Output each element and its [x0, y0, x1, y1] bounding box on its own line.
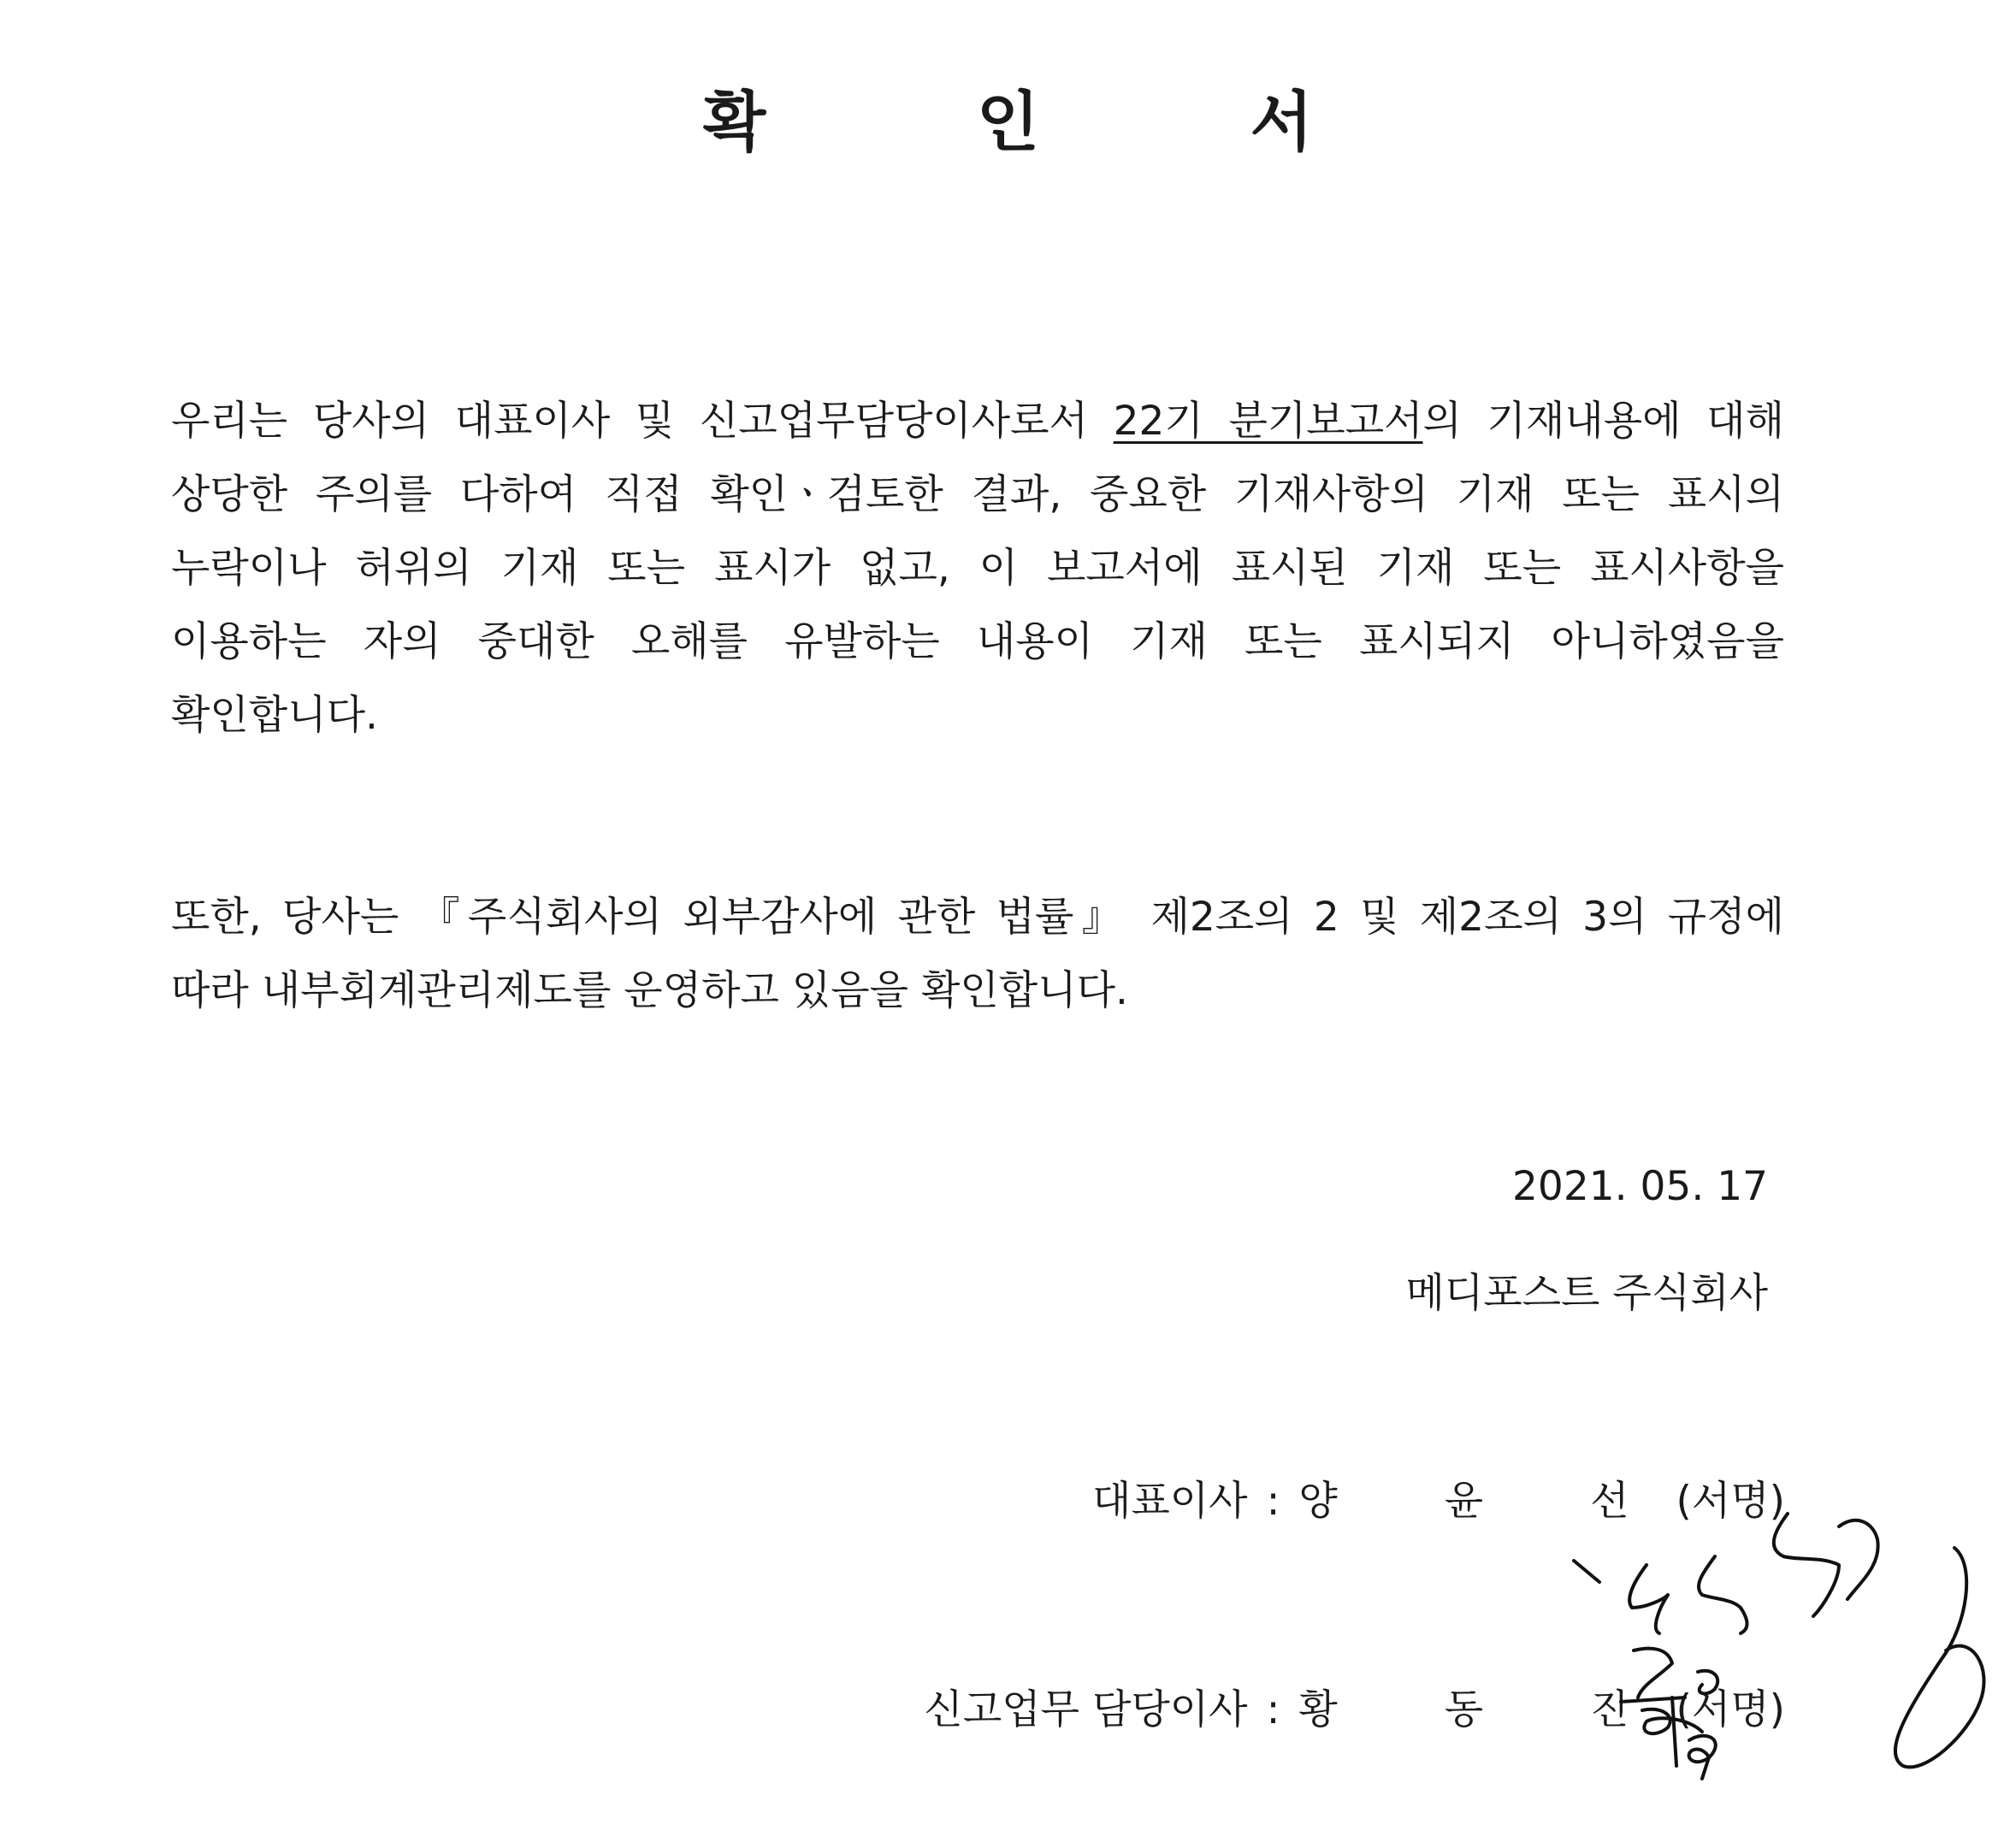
internal-control-paragraph [171, 881, 1784, 1028]
paragraph-line: 상당한 주의를 다하여 직접 확인ㆍ검토한 결과, 중요한 기재사항의 기재 또는 표시의 [171, 471, 1784, 518]
sign-note: (서명) [1676, 1478, 1785, 1525]
document-date: 2021. 05. 17 [1512, 1163, 1768, 1210]
paragraph-line: 확인합니다. [171, 692, 378, 739]
report-name: 22기 분기보고서 [1113, 398, 1423, 445]
officer-signature-line [924, 1678, 1785, 1735]
confirmation-paragraph [171, 385, 1784, 753]
paragraph-line: 이용하는 자의 중대한 오해를 유발하는 내용이 기재 또는 표시되지 아니하였음을 [171, 618, 1784, 665]
ceo-role: 대표이사 [1091, 1478, 1248, 1525]
paragraph-line: 누락이나 허위의 기재 또는 표시가 없고, 이 보고서에 표시된 기재 또는 표시사항을 [171, 545, 1784, 592]
document-title: 확 인 서 [702, 84, 1408, 160]
ceo-signature-line [1092, 1469, 1785, 1526]
separator: : [1266, 1478, 1280, 1525]
officer-role: 신고업무 담당이사 [924, 1686, 1248, 1733]
paragraph-line: 우리는 당사의 대표이사 및 신고업무담당이사로서 22기 분기보고서의 기재내용에 대해 [171, 398, 1784, 445]
ceo-name: 양 윤 선 [1298, 1478, 1676, 1525]
officer-name: 황 동 진 [1298, 1686, 1676, 1733]
sign-note: (서명) [1676, 1686, 1785, 1733]
paragraph-line: 또한, 당사는 『주식회사의 외부감사에 관한 법률』 제2조의 2 및 제2조의 3의 규정에 [171, 894, 1784, 941]
company-name: 메디포스트 주식회사 [1405, 1270, 1768, 1317]
paragraph-line: 따라 내부회계관리제도를 운영하고 있음을 확인합니다. [171, 967, 1128, 1014]
separator: : [1266, 1686, 1280, 1733]
